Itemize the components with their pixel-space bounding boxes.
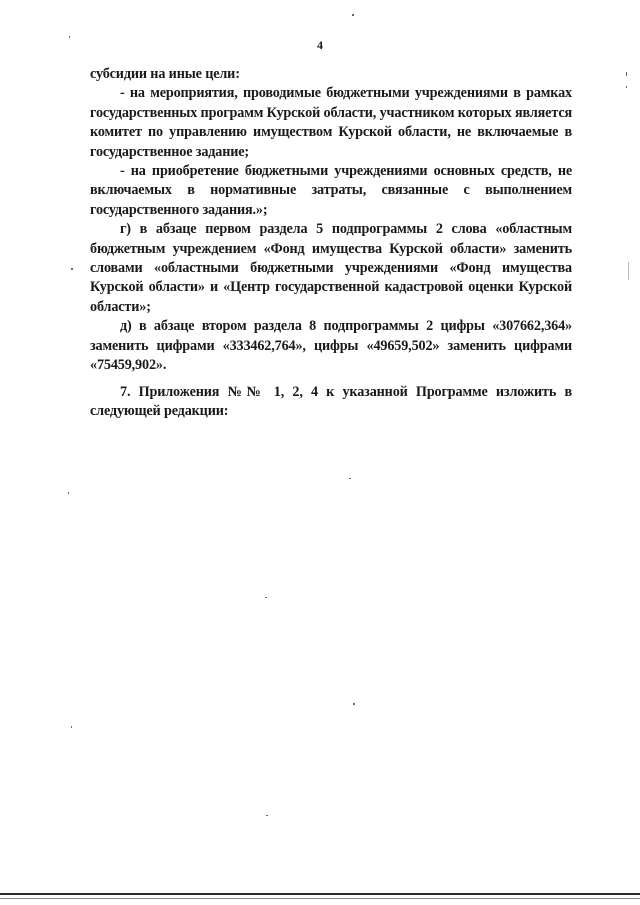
scan-speck bbox=[265, 597, 267, 598]
document-body bbox=[90, 65, 572, 421]
scan-speck bbox=[626, 86, 627, 88]
scan-speck bbox=[71, 726, 72, 728]
paragraph-item-g: г) в абзаце первом раздела 5 подпрограммы 2 слова «областным бюджетным учреждением «Фонд имущества Курской области» заменить словами «областными бюджетными учреждениями «Фонд имущества Курской области» и «Центр государственной кадастровой оценки Курской области»; bbox=[90, 221, 572, 315]
scan-speck bbox=[266, 815, 268, 816]
paragraph-subsidies-events: - на мероприятия, проводимые бюджетными учреждениями в рамках государственных программ Курской области, участником которых является комитет по управлению имуществом Курской области, не включаемые в государственное задание; bbox=[90, 85, 572, 160]
scan-speck bbox=[69, 36, 70, 38]
scan-speck bbox=[68, 492, 69, 494]
scan-speck bbox=[628, 262, 629, 280]
page-number: 4 bbox=[317, 38, 323, 52]
scan-speck bbox=[626, 72, 627, 76]
paragraph-subsidies-fixed-assets: - на приобретение бюджетными учреждениями основных средств, не включаемых в нормативные затраты, связанные с выполнением государственного задания.»; bbox=[90, 163, 572, 218]
paragraph-item-d: д) в абзаце втором раздела 8 подпрограммы 2 цифры «307662,364» заменить цифрами «333462,764», цифры «49659,502» заменить цифрами «75459,902». bbox=[90, 318, 572, 374]
scan-speck bbox=[71, 268, 73, 270]
scan-speck bbox=[352, 14, 354, 16]
scan-bottom-edge-shadow bbox=[0, 898, 640, 899]
scan-bottom-edge bbox=[0, 893, 640, 895]
scan-speck bbox=[349, 478, 351, 479]
paragraph-item-7: 7. Приложения №№ 1, 2, 4 к указанной Программе изложить в следующей редакции: bbox=[90, 383, 572, 419]
scan-speck bbox=[353, 703, 355, 705]
paragraph-subsidies-intro: субсидии на иные цели: bbox=[90, 66, 240, 82]
